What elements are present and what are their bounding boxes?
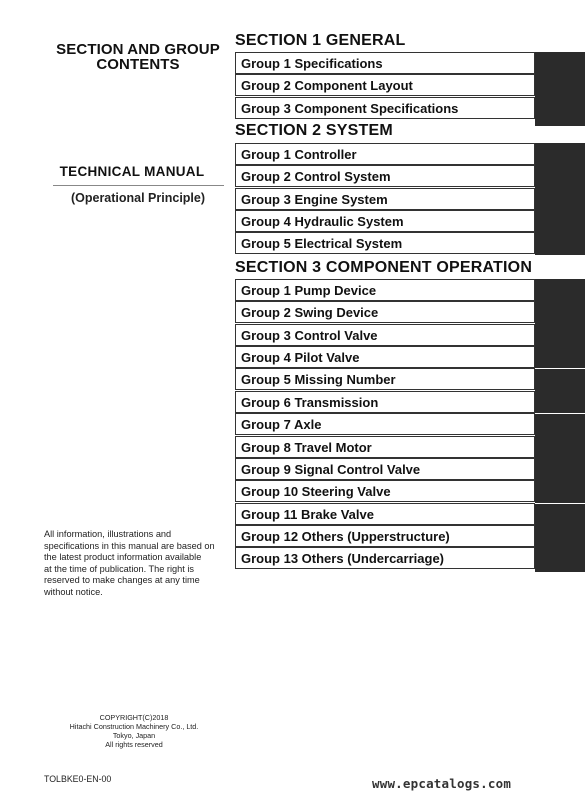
section-index-tab[interactable] [535,143,585,255]
disclaimer-line: at the time of publication. The right is [44,563,194,574]
group-label: Group 12 Others (Upperstructure) [241,528,450,544]
group-link-s3-group-4-pilot-valve[interactable] [235,346,535,368]
document-number: TOLBKE0-EN-00 [44,774,112,784]
group-link-s1-group-1-specifications[interactable] [235,52,535,74]
group-link-s3-group-5-missing-number[interactable] [235,368,535,390]
disclaimer-line: reserved to make changes at any time [44,575,200,586]
contents-title [40,42,236,72]
group-link-s3-group-10-steering-valve[interactable] [235,480,535,502]
section-index-tab[interactable] [535,301,585,368]
section-index-tab[interactable] [535,52,585,126]
manual-title: TECHNICAL MANUAL [59,164,205,179]
disclaimer-line: specifications in this manual are based on [44,540,215,551]
group-label: Group 7 Axle [241,417,322,433]
disclaimer [44,529,222,599]
manual-subtitle: (Operational Principle) [70,191,206,205]
section-title-1: SECTION 1 GENERAL [235,32,406,49]
group-link-s3-group-3-control-valve[interactable] [235,324,535,346]
section-index-tab[interactable] [535,369,585,413]
group-link-s3-group-9-signal-control-valve[interactable] [235,458,535,480]
group-label: Group 8 Travel Motor [241,439,372,455]
group-label: Group 1 Controller [241,147,357,162]
group-label: Group 5 Missing Number [241,372,396,388]
group-link-s3-group-1-pump-device[interactable] [235,279,535,301]
disclaimer-line: the latest product information available [44,552,202,563]
contents-title-line1: SECTION AND GROUP [56,41,220,58]
group-label: Group 3 Control Valve [241,327,378,343]
group-label: Group 1 Pump Device [241,283,377,298]
disclaimer-line: All information, illustrations and [44,529,172,539]
section-index-tab[interactable] [535,414,585,503]
group-label: Group 9 Signal Control Valve [241,461,421,477]
copyright-line: All rights reserved [105,740,163,749]
group-label: Group 2 Swing Device [241,305,379,321]
group-link-s3-group-6-transmission[interactable] [235,391,535,413]
copyright-line: Hitachi Construction Machinery Co., Ltd. [69,722,199,731]
group-label: Group 10 Steering Valve [241,484,391,500]
group-link-s2-group-4-hydraulic-system[interactable] [235,210,535,232]
section-title-2: SECTION 2 SYSTEM [235,122,393,139]
group-label: Group 11 Brake Valve [241,506,374,522]
group-label: Group 13 Others (Undercarriage) [241,551,444,567]
copyright-line: COPYRIGHT(C)2018 [99,713,169,722]
group-label: Group 6 Transmission [241,394,379,410]
copyright-line: Tokyo, Japan [112,731,156,740]
contents-title-line2: CONTENTS [96,56,180,73]
watermark-text: www.epcatalogs.com [372,776,512,791]
group-link-s2-group-3-engine-system[interactable] [235,188,535,210]
group-link-s3-group-8-travel-motor[interactable] [235,436,535,458]
section-title-3: SECTION 3 COMPONENT OPERATION [235,259,533,276]
group-link-s3-group-11-brake-valve[interactable] [235,503,535,525]
section-index-tab[interactable] [535,279,585,301]
group-label: Group 1 Specifications [241,56,383,71]
group-label: Group 4 Pilot Valve [241,350,360,366]
group-label: Group 3 Engine System [241,191,388,207]
group-link-s3-group-7-axle[interactable] [235,413,535,435]
group-link-s2-group-1-controller[interactable] [235,143,535,165]
group-label: Group 2 Component Layout [241,78,413,94]
title-divider [53,185,224,186]
section-index-tab[interactable] [535,504,585,572]
group-label: Group 5 Electrical System [241,236,403,252]
group-link-s3-group-13-others-undercarriage[interactable] [235,547,535,569]
group-link-s1-group-2-component-layout[interactable] [235,74,535,96]
group-link-s2-group-5-electrical-system[interactable] [235,232,535,254]
group-label: Group 4 Hydraulic System [241,214,404,230]
group-link-s2-group-2-control-system[interactable] [235,165,535,187]
group-link-s3-group-2-swing-device[interactable] [235,301,535,323]
group-label: Group 2 Control System [241,169,391,185]
group-link-s3-group-12-others-upperstructure[interactable] [235,525,535,547]
copyright [44,713,224,749]
group-label: Group 3 Component Specifications [241,100,459,116]
group-link-s1-group-3-component-specifications[interactable] [235,97,535,119]
disclaimer-line: without notice. [44,586,103,597]
